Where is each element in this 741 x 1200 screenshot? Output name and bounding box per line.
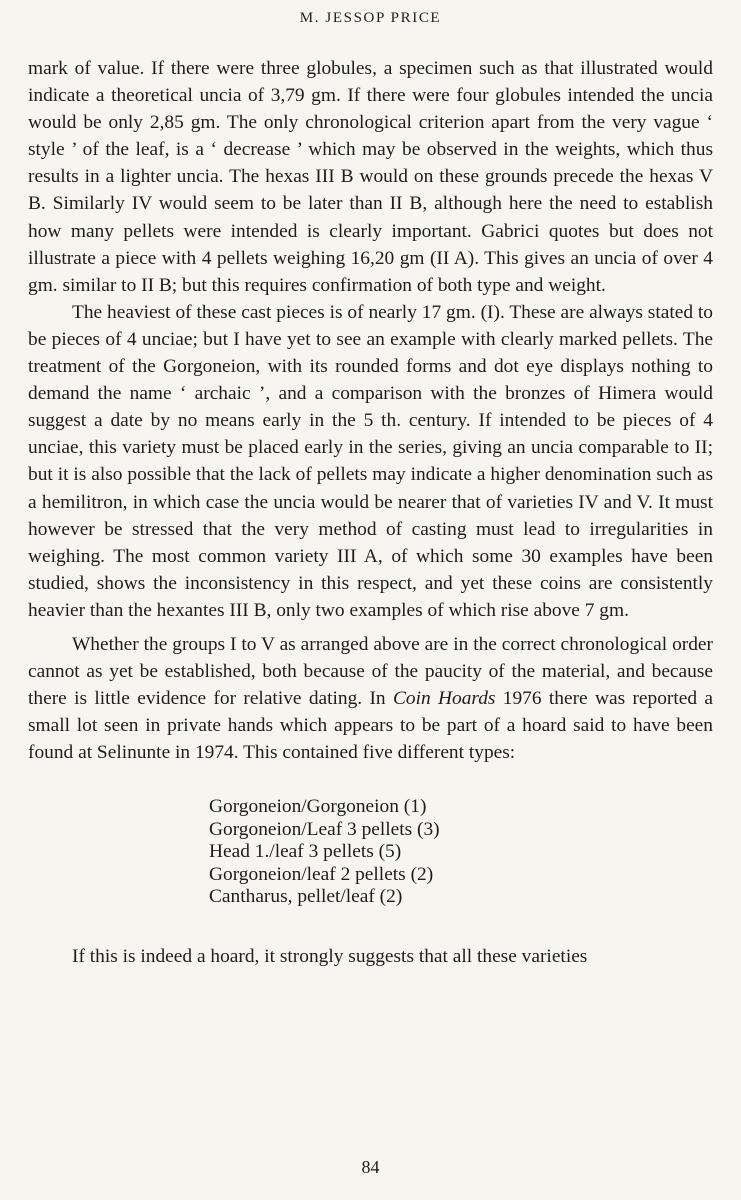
body-text [28,55,713,970]
list-item: Head 1./leaf 3 pellets (5) [209,841,402,863]
page-number: 84 [361,1157,380,1177]
list-item: Gorgoneion/Leaf 3 pellets (3) [209,818,440,840]
list-item: Gorgoneion/Gorgoneion (1) [209,796,427,818]
paragraph-3 [28,631,713,766]
paragraph-1: mark of value. If there were three globules, a specimen such as that illustrated would indicate a theoretical uncia of 3,79 gm. If there were four globules intended the uncia would be only 2,85 gm. The only chronological criterion apart from the very vague ‘ style ’ of the leaf, is a ‘ decrease ’ which may be observed in the weights, which thus results in a lighter uncia. The hexas III B would on these grounds precede the hexas V B. Similarly IV would seem to be later than II B, although here the need to establish how many pellets were intended is clearly important. Gabrici quotes but does not illustrate a piece with 4 pellets weighing 16,20 gm (II A). This gives an uncia of over 4 gm. similar to II B; but this requires confirmation of both type and weight. [28,58,713,296]
running-head: M. JESSOP PRICE [299,10,442,26]
hoard-contents-list [209,796,713,909]
list-item: Gorgoneion/leaf 2 pellets (2) [209,863,434,885]
paragraph-4: If this is indeed a hoard, it strongly suggests that all these varieties [72,945,588,967]
paragraph-2: The heaviest of these cast pieces is of nearly 17 gm. (I). These are always stated to be pieces of 4 unciae; but I have yet to see an example with clearly marked pellets. The treatment of the Gorgoneion, with its rounded forms and dot eye displays nothing to demand the name ‘ archaic ’, and a comparison with the bronzes of Himera would suggest a date by no means early in the 5 th. century. If intended to be pieces of 4 unciae, this variety must be placed early in the series, giving an uncia comparable to II; but it is also possible that the lack of pellets may indicate a higher denomination such as a hemilitron, in which case the uncia would be nearer that of varieties IV and V. It must however be stressed that the very method of casting must lead to irregularities in weighing. The most common variety III A, of which some 30 examples have been studied, shows the inconsistency in this respect, and yet these coins are consistently heavier than the hexantes III B, only two examples of which rise above 7 gm. [28,301,713,621]
paragraph-3-text-b: 1976 there was reported a small lot seen in private hands which appears to be part of a hoard said to have been found at Selinunte in 1974. This contained five different types: [28,688,713,764]
list-item: Cantharus, pellet/leaf (2) [209,886,403,908]
coin-hoards-title: Coin Hoards [392,688,496,710]
paragraph-3-text-a: Whether the groups I to V as arranged above are in the correct chronological order cannot as yet be established, both because of the paucity of the material, and because there is little evidence for relative dating. In [28,633,713,710]
